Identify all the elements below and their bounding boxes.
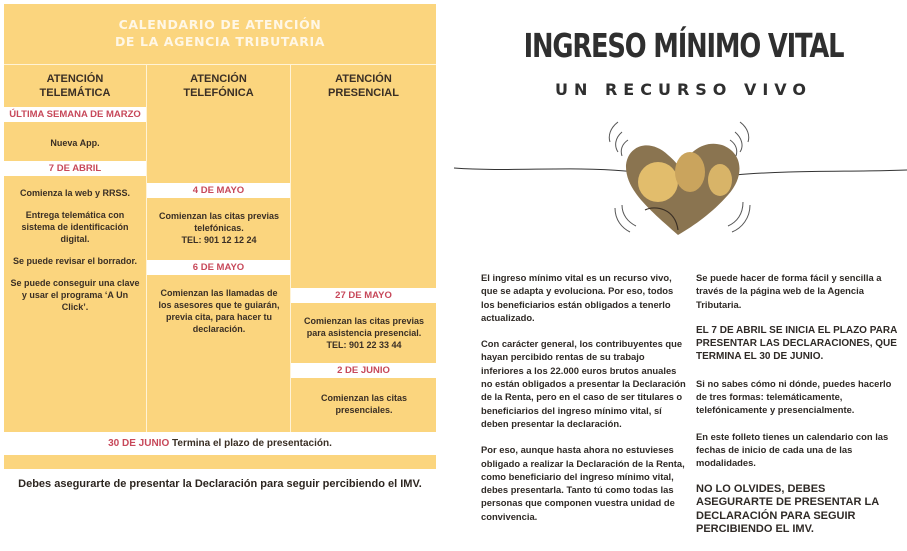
telematica-text-app: Nueva App. (50, 138, 100, 148)
column-header-presencial (291, 66, 436, 108)
presencial-text2: Comienzan las citas presenciales. (320, 393, 408, 415)
date-bar-7-abril: 7 DE ABRIL (4, 161, 146, 176)
column-header-line: TELEFÓNICA (183, 87, 254, 99)
presencial-block1 (296, 315, 432, 351)
calendar-title-line2: DE LA AGENCIA TRIBUTARIA (114, 34, 326, 49)
column-header-line: PRESENCIAL (328, 87, 399, 99)
telefonica-text2: Comienzan las llamadas de los asesores que te guiarán, previa cita, para hacer tu declaración. (158, 288, 280, 334)
date-bar-6-mayo: 6 DE MAYO (147, 260, 290, 275)
telefonica-block1 (154, 210, 284, 246)
final-deadline-bar (4, 432, 436, 455)
calendar-title-line1: CALENDARIO DE ATENCIÓN (118, 17, 322, 32)
brochure-paragraph: Se puede hacer de forma fácil y sencilla a través de la página web de la Agencia Tributaria. (696, 272, 882, 310)
brochure-paragraph: En este folleto tienes un calendario con las fechas de inicio de cada una de las modalidades. (696, 430, 889, 469)
brochure-column-1 (481, 271, 686, 536)
column-header-line: TELEMÁTICA (39, 87, 111, 99)
divider (4, 64, 436, 65)
date-bar-4-mayo: 4 DE MAYO (147, 183, 290, 198)
column-header-line: ATENCIÓN (190, 73, 247, 85)
brochure-paragraph: Con carácter general, los contribuyentes que hayan percibido rentas de su trabajo inferiores a los 22.000 euros brutos anuales no están obligados a presentar la Declaración de la Renta, pero en el caso de ser titulares o beneficiarios del ingreso mínimo vital, sí deben presentar la declaración. (481, 338, 686, 429)
heart-family-photo-icon (450, 110, 907, 250)
final-text: Termina el plazo de presentación. (169, 438, 332, 449)
telematica-details (10, 187, 140, 323)
brochure-paragraph: Si no sabes cómo ni dónde, puedes hacerlo de tres formas: telemáticamente, telefónicamente y presencialmente. (696, 377, 892, 416)
date-bar-2-junio: 2 DE JUNIO (291, 363, 436, 378)
telematica-para: Se puede revisar el borrador. (12, 256, 138, 266)
brochure-paragraph: Por eso, aunque hasta ahora no estuvieses obligado a realizar la Declaración de la Renta, como beneficiario del ingreso mínimo vital, debes presentarla. Tanto tú como todas las personas que componen vuestra unidad de convivencia. (481, 444, 685, 522)
calendar-title (4, 4, 436, 64)
brochure-paragraph: El ingreso mínimo vital es un recurso vivo, que se adapta y evoluciona. Por eso, todos los beneficiarios están obligados a tenerlo actualizado. (481, 272, 674, 323)
calendar-panel (4, 4, 436, 469)
date-bar-27-mayo: 27 DE MAYO (291, 288, 436, 303)
brochure-title: INGRESO MÍNIMO VITAL (523, 26, 844, 65)
brochure-column-2 (696, 271, 904, 550)
column-header-line: ATENCIÓN (335, 73, 392, 85)
date-bar-ultima-semana-marzo: ÚLTIMA SEMANA DE MARZO (4, 107, 146, 122)
column-header-telematica (4, 66, 146, 108)
calendar-footnote: Debes asegurarte de presentar la Declaración para seguir percibiendo el IMV. (18, 478, 422, 490)
presencial-phone: TEL: 901 22 33 44 (326, 340, 402, 350)
telefonica-text1: Comienzan las citas previas telefónicas. (158, 211, 280, 233)
telefonica-phone: TEL: 901 12 12 24 (181, 235, 257, 245)
brochure-highlight-paragraph: EL 7 DE ABRIL SE INICIA EL PLAZO PARA PRESENTAR LAS DECLARACIONES, QUE TERMINA EL 30 DE JUNIO. (696, 324, 897, 363)
telematica-para: Comienza la web y RRSS. (19, 188, 131, 198)
final-date: 30 DE JUNIO (108, 438, 170, 449)
brochure-reminder: NO LO OLVIDES, DEBES ASEGURARTE DE PRESENTAR LA DECLARACIÓN PARA SEGUIR PERCIBIENDO EL IMV. (696, 482, 879, 536)
column-header-line: ATENCIÓN (46, 73, 104, 85)
brochure-subtitle: UN RECURSO VIVO (555, 80, 812, 99)
column-header-telefonica (147, 66, 290, 108)
presencial-text1: Comienzan las citas previas para asistencia presencial. (303, 316, 425, 338)
telematica-para: Se puede conseguir una clave y usar el programa ‘A Un Click’. (10, 278, 140, 312)
column-divider (146, 64, 147, 432)
telematica-para: Entrega telemática con sistema de identificación digital. (21, 210, 129, 244)
